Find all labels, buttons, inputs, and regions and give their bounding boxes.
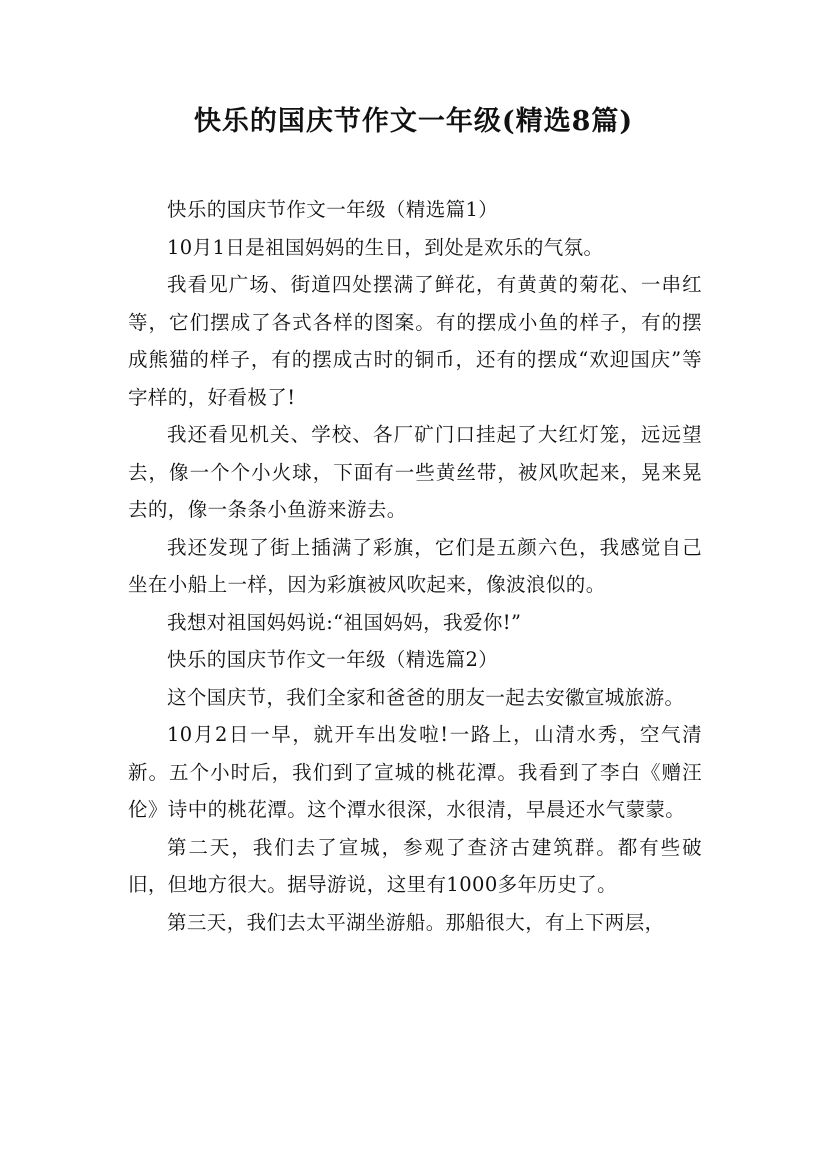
paragraph: 我看见广场、街道四处摆满了鲜花，有黄黄的菊花、一串红等，它们摆成了各式各样的图案。有的摆成小鱼的样子，有的摆成熊猫的样子，有的摆成古时的铜币，还有的摆成“欢迎国庆”等字样的，好看极了!	[128, 273, 702, 409]
paragraph: 我还看见机关、学校、各厂矿门口挂起了大红灯笼，远远望去，像一个个小火球，下面有一些黄丝带，被风吹起来，晃来晃去的，像一条条小鱼游来游去。	[128, 423, 702, 521]
paragraph: 10月1日是祖国妈妈的生日，到处是欢乐的气氛。	[167, 235, 604, 259]
paragraph: 快乐的国庆节作文一年级（精选篇2）	[167, 648, 499, 671]
paragraph: 第二天，我们去了宣城，参观了查济古建筑群。都有些破旧，但地方很大。据导游说，这里有1000多年历史了。	[128, 835, 702, 896]
paragraph: 我还发现了街上插满了彩旗，它们是五颜六色，我感觉自己坐在小船上一样，因为彩旗被风吹起来，像波浪似的。	[128, 535, 702, 596]
paragraph: 快乐的国庆节作文一年级（精选篇1）	[167, 198, 499, 221]
paragraph: 我想对祖国妈妈说:“祖国妈妈，我爱你!”	[167, 610, 522, 634]
paragraph: 第三天，我们去太平湖坐游船。那船很大，有上下两层，	[167, 910, 665, 934]
paragraph: 这个国庆节，我们全家和爸爸的朋友一起去安徽宣城旅游。	[167, 685, 685, 709]
document-title: 快乐的国庆节作文一年级(精选8篇)	[193, 106, 634, 137]
document-body	[128, 191, 702, 941]
paragraph: 10月2日一早，就开车出发啦!一路上，山清水秀，空气清新。五个小时后，我们到了宣城的桃花潭。我看到了李白《赠汪伦》诗中的桃花潭。这个潭水很深，水很清，早晨还水气蒙蒙。	[128, 723, 702, 821]
